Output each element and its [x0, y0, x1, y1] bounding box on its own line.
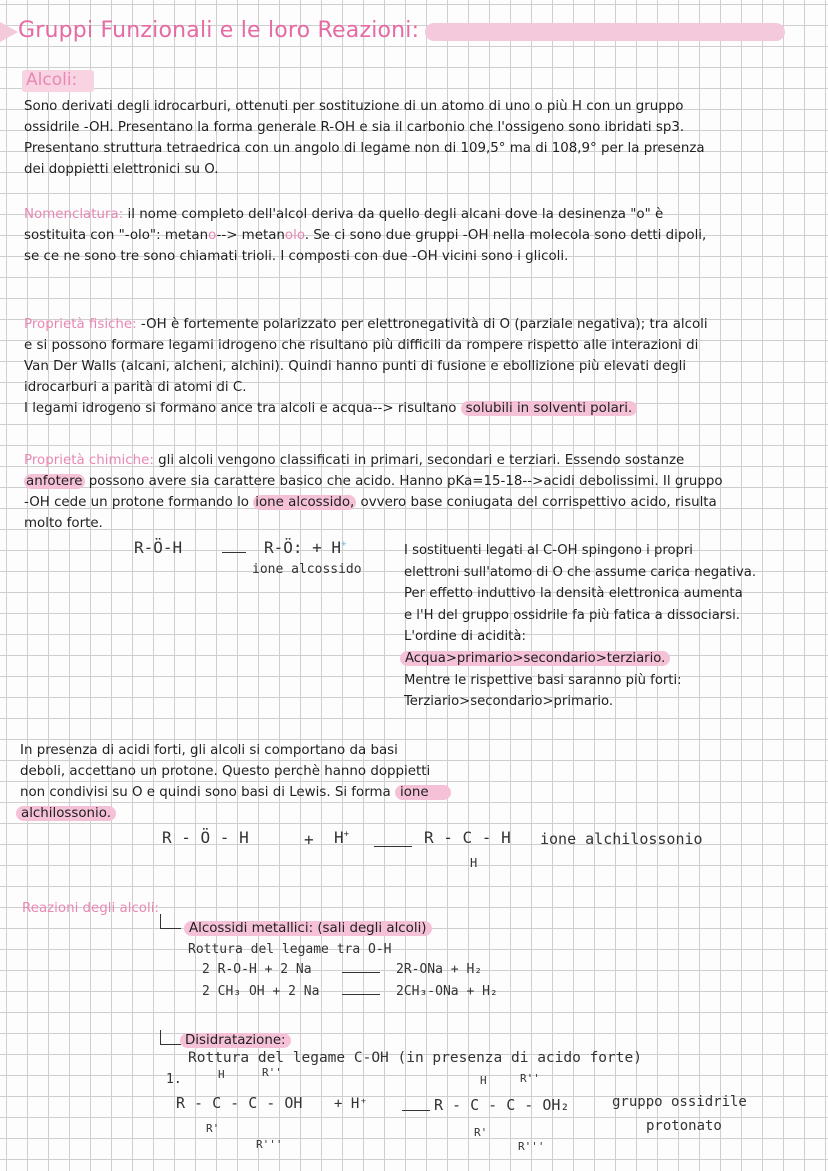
chimiche-text: possono avere sia carattere basico che acido. Hanno pKa=15-18-->acidi debolissimi. Il gruppo: [84, 474, 723, 489]
fisiche-label: Proprietà fisiche:: [24, 317, 137, 332]
fisiche-text: Van Der Walls (alcani, alcheni, alchini). Quindi hanno punti di fusione e ebollizione più elevati degli: [24, 359, 687, 374]
intro-line: dei doppietti elettronici su O.: [24, 162, 219, 177]
highlight-ione-alcossido: ione alcossido,: [255, 495, 355, 510]
branch-hook: [160, 1030, 181, 1045]
chimiche-text: gli alcoli vengono classificati in primari, secondari e terziari. Essendo sostanze: [158, 453, 685, 468]
mol-left: R - C - C - OH: [176, 1094, 303, 1112]
alcoli-heading: Alcoli:: [22, 70, 94, 92]
mol-left-r1-bottom: R': [206, 1122, 220, 1135]
fisiche-text: e si possono formare legami idrogeno che risultano più difficili da rompere rispetto alle interazioni di: [24, 338, 699, 353]
mol-left-h-top: H: [218, 1068, 225, 1081]
fisiche-text: -OH è fortemente polarizzato per elettronegatività di O (parziale negativa); tra alcoli: [140, 317, 708, 332]
reaction1-product-text: R-Ö: + H: [264, 538, 342, 557]
reazioni-heading: Reazioni degli alcoli:: [22, 901, 159, 916]
nomenclatura-text: se ce ne sono tre sono chiamati trioli. I composti con due -OH vicini sono i glicoli.: [24, 249, 569, 264]
intro-line: Presentano struttura tetraedrica con un angolo di legame non di 109,5° ma di 108,9° per la presenza: [24, 141, 705, 156]
reaction1-caption: ione alcossido: [252, 562, 362, 577]
rottura-oh: Rottura del legame tra O-H: [188, 942, 392, 957]
proton-charge: +: [341, 539, 347, 550]
page-title: [18, 18, 788, 48]
reaction2-product: R - C - H: [424, 828, 511, 847]
nomenclatura-text: il nome completo dell'alcol deriva da quello degli alcani dove la desinenza "o" è: [127, 207, 664, 222]
intro-line: ossidrile -OH. Presentano la forma generale R-OH e sia il carbonio che l'ossigeno sono ibridati sp3.: [24, 120, 685, 135]
chimiche-text: -OH cede un protone formando lo: [24, 495, 254, 510]
mol-right-h-top: H: [480, 1074, 487, 1087]
mol-left-r3-bottom: R''': [256, 1138, 283, 1151]
mol-right: R - C - C - OH₂: [434, 1096, 570, 1114]
reaction1-reactant: R-Ö-H: [134, 538, 183, 557]
highlight-ione: ione: [395, 785, 451, 800]
nomenclatura-paragraph: [24, 204, 814, 267]
disidratazione-heading: [180, 1030, 291, 1051]
fisiche-text: I legami idrogeno si formano ance tra alcoli e acqua--> risultano: [24, 401, 461, 416]
rottura-c-oh: Rottura del legame C-OH (in presenza di acido forte): [188, 1050, 642, 1066]
reaction2-plus: +: [304, 830, 314, 849]
dehydration-proton: + H⁺: [334, 1096, 368, 1112]
acidity-text: I sostituenti legati al C-OH spingono i propri: [404, 543, 693, 558]
chimiche-paragraph: [24, 450, 814, 534]
suffix-olo: olo: [284, 228, 305, 243]
nomenclatura-text: --> metan: [216, 228, 285, 243]
step-number: 1.: [166, 1072, 182, 1087]
mol-right-r3-bottom: R''': [518, 1140, 545, 1153]
equation-1-arrow: [342, 972, 380, 973]
reaction2-caption: ione alchilossonio: [540, 830, 703, 848]
alcoli-intro: [24, 96, 814, 180]
mol-right-r1-bottom: R': [474, 1126, 488, 1139]
chimiche-text: molto forte.: [24, 516, 103, 531]
acidity-text: e l'H del gruppo ossidrile fa più fatica a dissociarsi.: [404, 607, 740, 623]
highlight-alcossidi: Alcossidi metallici: (sali degli alcoli): [184, 921, 432, 936]
title-highlight-bar: [425, 23, 785, 41]
mol-right-r2-top: R'': [520, 1072, 540, 1085]
note-gruppo-ossidrile: gruppo ossidrile: [612, 1094, 747, 1110]
equation-2-arrow: [342, 994, 380, 995]
highlight-disidratazione: Disidratazione:: [180, 1033, 291, 1048]
branch-hook: [160, 914, 181, 929]
acidi-forti-text: In presenza di acidi forti, gli alcoli si comportano da basi: [20, 743, 398, 758]
intro-line: Sono derivati degli idrocarburi, ottenuti per sostituzione di un atomo di uno o più H con un gruppo: [24, 99, 684, 114]
reaction2-reactant: R - Ö - H: [162, 828, 249, 847]
reaction2-proton: [334, 828, 349, 847]
acidity-text: Terziario>secondario>primario.: [404, 694, 614, 710]
equation-2-right: 2CH₃-ONa + H₂: [396, 984, 498, 999]
alcossidi-heading: [184, 918, 432, 939]
nomenclatura-text: sostituita con "-olo": metan: [24, 228, 209, 243]
nomenclatura-text: . Se ci sono due gruppi -OH nella molecola sono detti dipoli,: [304, 228, 707, 243]
chimiche-text: ovvero base coniugata del corrispettivo acido, risulta: [356, 495, 717, 510]
acidi-forti-paragraph: [20, 740, 500, 824]
note-protonato: protonato: [646, 1118, 722, 1134]
chimiche-label: Proprietà chimiche:: [24, 453, 154, 468]
equation-1-right: 2R-ONa + H₂: [396, 962, 483, 977]
fisiche-text: idrocarburi a parità di atomi di C.: [24, 380, 247, 395]
nomenclatura-label: Nomenclatura:: [24, 207, 124, 222]
acidi-forti-text: deboli, accettano un protone. Questo perchè hanno doppietti: [20, 764, 431, 779]
reaction2-arrow: [374, 846, 412, 847]
mol-left-r2-top: R'': [262, 1066, 282, 1079]
page-title-text: Gruppi Funzionali e le loro Reazioni:: [18, 18, 420, 43]
title-decoration: [0, 22, 18, 42]
proton-symbol: H: [334, 828, 344, 847]
acidity-text: Mentre le rispettive basi saranno più forti:: [404, 672, 682, 688]
reaction1-arrow: [222, 552, 246, 553]
acidity-text: L'ordine di acidità:: [404, 629, 526, 645]
acidity-paragraph: [404, 540, 814, 713]
reaction1-product: [264, 538, 346, 557]
highlight-alchilossonio: alchilossonio.: [16, 806, 116, 821]
acidity-text: elettroni sull'atomo di O che assume carica negativa.: [404, 564, 757, 580]
highlight-acidity-order: Acqua>primario>secondario>terziario.: [400, 651, 670, 666]
dehydration-arrow: [402, 1110, 430, 1111]
proton-charge: +: [343, 829, 350, 840]
acidity-text: Per effetto induttivo la densità elettronica aumenta: [404, 586, 743, 602]
equation-2-left: 2 CH₃ OH + 2 Na: [202, 984, 320, 999]
highlight-solubili: solubili in solventi polari.: [461, 401, 638, 416]
equation-1-left: 2 R-O-H + 2 Na: [202, 962, 312, 977]
reaction2-below-h: H: [470, 856, 478, 870]
acidi-forti-text: non condivisi su O e quindi sono basi di Lewis. Si forma: [20, 785, 395, 800]
suffix-o: o: [208, 228, 217, 243]
fisiche-paragraph: [24, 314, 814, 419]
highlight-anfotere: anfotere: [26, 474, 83, 489]
